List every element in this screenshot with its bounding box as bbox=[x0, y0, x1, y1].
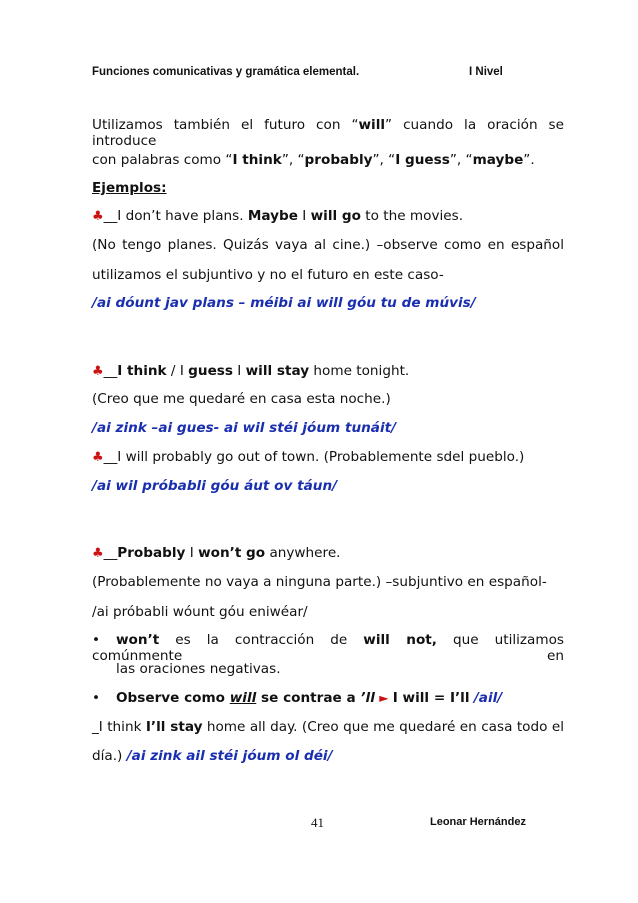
keyword: I guess bbox=[395, 152, 450, 168]
text: es la contracción de bbox=[159, 632, 364, 648]
example-5-line-2 bbox=[92, 748, 333, 764]
keyword: I will = I’ll bbox=[392, 690, 470, 706]
club-icon: ♣ bbox=[92, 546, 104, 561]
keyword: I think bbox=[232, 152, 282, 168]
text: ”, “ bbox=[281, 152, 305, 168]
intro-line-1 bbox=[92, 117, 564, 149]
text: que utilizamos comúnmente en bbox=[92, 632, 565, 664]
author-name: Leonar Hernández bbox=[430, 816, 526, 828]
keyword: Probably bbox=[117, 545, 186, 561]
keyword: guess bbox=[188, 363, 233, 379]
keyword: will bbox=[229, 690, 257, 706]
example-2 bbox=[92, 363, 409, 379]
bullet-icon: • bbox=[92, 690, 101, 706]
text: anywhere. bbox=[265, 545, 341, 561]
keyword: won’t go bbox=[198, 545, 266, 561]
example-4-translation: (Probablemente no vaya a ninguna parte.) –subjuntivo en español- bbox=[92, 574, 547, 590]
keyword: I think bbox=[117, 363, 167, 379]
phonetic: /ai zink ail stéi jóum ol déi/ bbox=[126, 748, 333, 764]
keyword: will bbox=[358, 117, 386, 133]
header-level: I Nivel bbox=[469, 66, 503, 78]
text: I bbox=[185, 545, 199, 561]
text: home tonight. bbox=[309, 363, 410, 379]
club-icon: ♣ bbox=[92, 364, 104, 379]
club-icon: ♣ bbox=[92, 209, 104, 224]
text: __I don’t have plans. bbox=[103, 208, 248, 224]
example-2-phonetic: /ai zink –ai gues- ai wil stéi jóum tunáit/ bbox=[92, 420, 397, 436]
example-1 bbox=[92, 208, 463, 224]
bullet-icon: • bbox=[92, 632, 101, 648]
text: I bbox=[297, 208, 311, 224]
arrow-right-icon: ► bbox=[379, 691, 389, 705]
page-header bbox=[92, 66, 552, 78]
keyword: won’t bbox=[116, 632, 160, 648]
example-2-translation: (Creo que me quedaré en casa esta noche.) bbox=[92, 391, 391, 407]
text: home all day. (Creo que me quedaré en casa todo el bbox=[202, 719, 564, 735]
ejemplos-heading bbox=[92, 180, 167, 196]
intro-line-2 bbox=[92, 152, 535, 168]
bullet-2 bbox=[92, 690, 502, 706]
example-1-translation-1: (No tengo planes. Quizás vaya al cine.) –observe como en español bbox=[92, 237, 564, 253]
club-icon: ♣ bbox=[92, 450, 104, 465]
example-1-translation-2: utilizamos el subjuntivo y no el futuro en este caso- bbox=[92, 267, 444, 283]
example-3-phonetic: /ai wil próbabli góu áut ov táun/ bbox=[92, 478, 338, 494]
text: I bbox=[232, 363, 246, 379]
keyword: Observe como bbox=[116, 690, 230, 706]
text: ”, “ bbox=[449, 152, 473, 168]
example-4-phonetic: /ai próbabli wóunt góu eniwéar/ bbox=[92, 604, 308, 620]
text: ” cuando la oración se introduce bbox=[92, 117, 564, 149]
text: __ bbox=[103, 363, 118, 379]
bullet-1-line-2: las oraciones negativas. bbox=[116, 661, 281, 677]
phonetic: /ail/ bbox=[473, 690, 503, 706]
text: día.) bbox=[92, 748, 127, 764]
text: to the movies. bbox=[360, 208, 464, 224]
keyword: will go bbox=[310, 208, 361, 224]
example-4 bbox=[92, 545, 341, 561]
example-1-phonetic: /ai dóunt jav plans – méibi ai will góu tu de múvis/ bbox=[92, 295, 476, 311]
keyword: se contrae a bbox=[256, 690, 361, 706]
text: __I will probably go out of town. (Probablemente sdel pueblo.) bbox=[103, 449, 525, 465]
heading-text: Ejemplos: bbox=[92, 180, 167, 196]
text: Utilizamos también el futuro con “ bbox=[92, 117, 359, 133]
keyword: maybe bbox=[472, 152, 524, 168]
text: _I think bbox=[92, 719, 146, 735]
keyword: Maybe bbox=[247, 208, 298, 224]
keyword: probably bbox=[304, 152, 373, 168]
keyword: will not, bbox=[363, 632, 437, 648]
text: ”. bbox=[523, 152, 535, 168]
example-5 bbox=[92, 719, 564, 735]
example-3 bbox=[92, 449, 524, 465]
text: / I bbox=[166, 363, 189, 379]
bullet-1 bbox=[92, 632, 564, 664]
keyword: ’ll bbox=[360, 690, 375, 706]
text: ”, “ bbox=[372, 152, 396, 168]
text: __ bbox=[103, 545, 118, 561]
header-title: Funciones comunicativas y gramática elemental. bbox=[92, 66, 360, 78]
keyword: will stay bbox=[245, 363, 310, 379]
text: con palabras como “ bbox=[92, 152, 233, 168]
page-number: 41 bbox=[311, 815, 324, 830]
keyword: I’ll stay bbox=[145, 719, 203, 735]
